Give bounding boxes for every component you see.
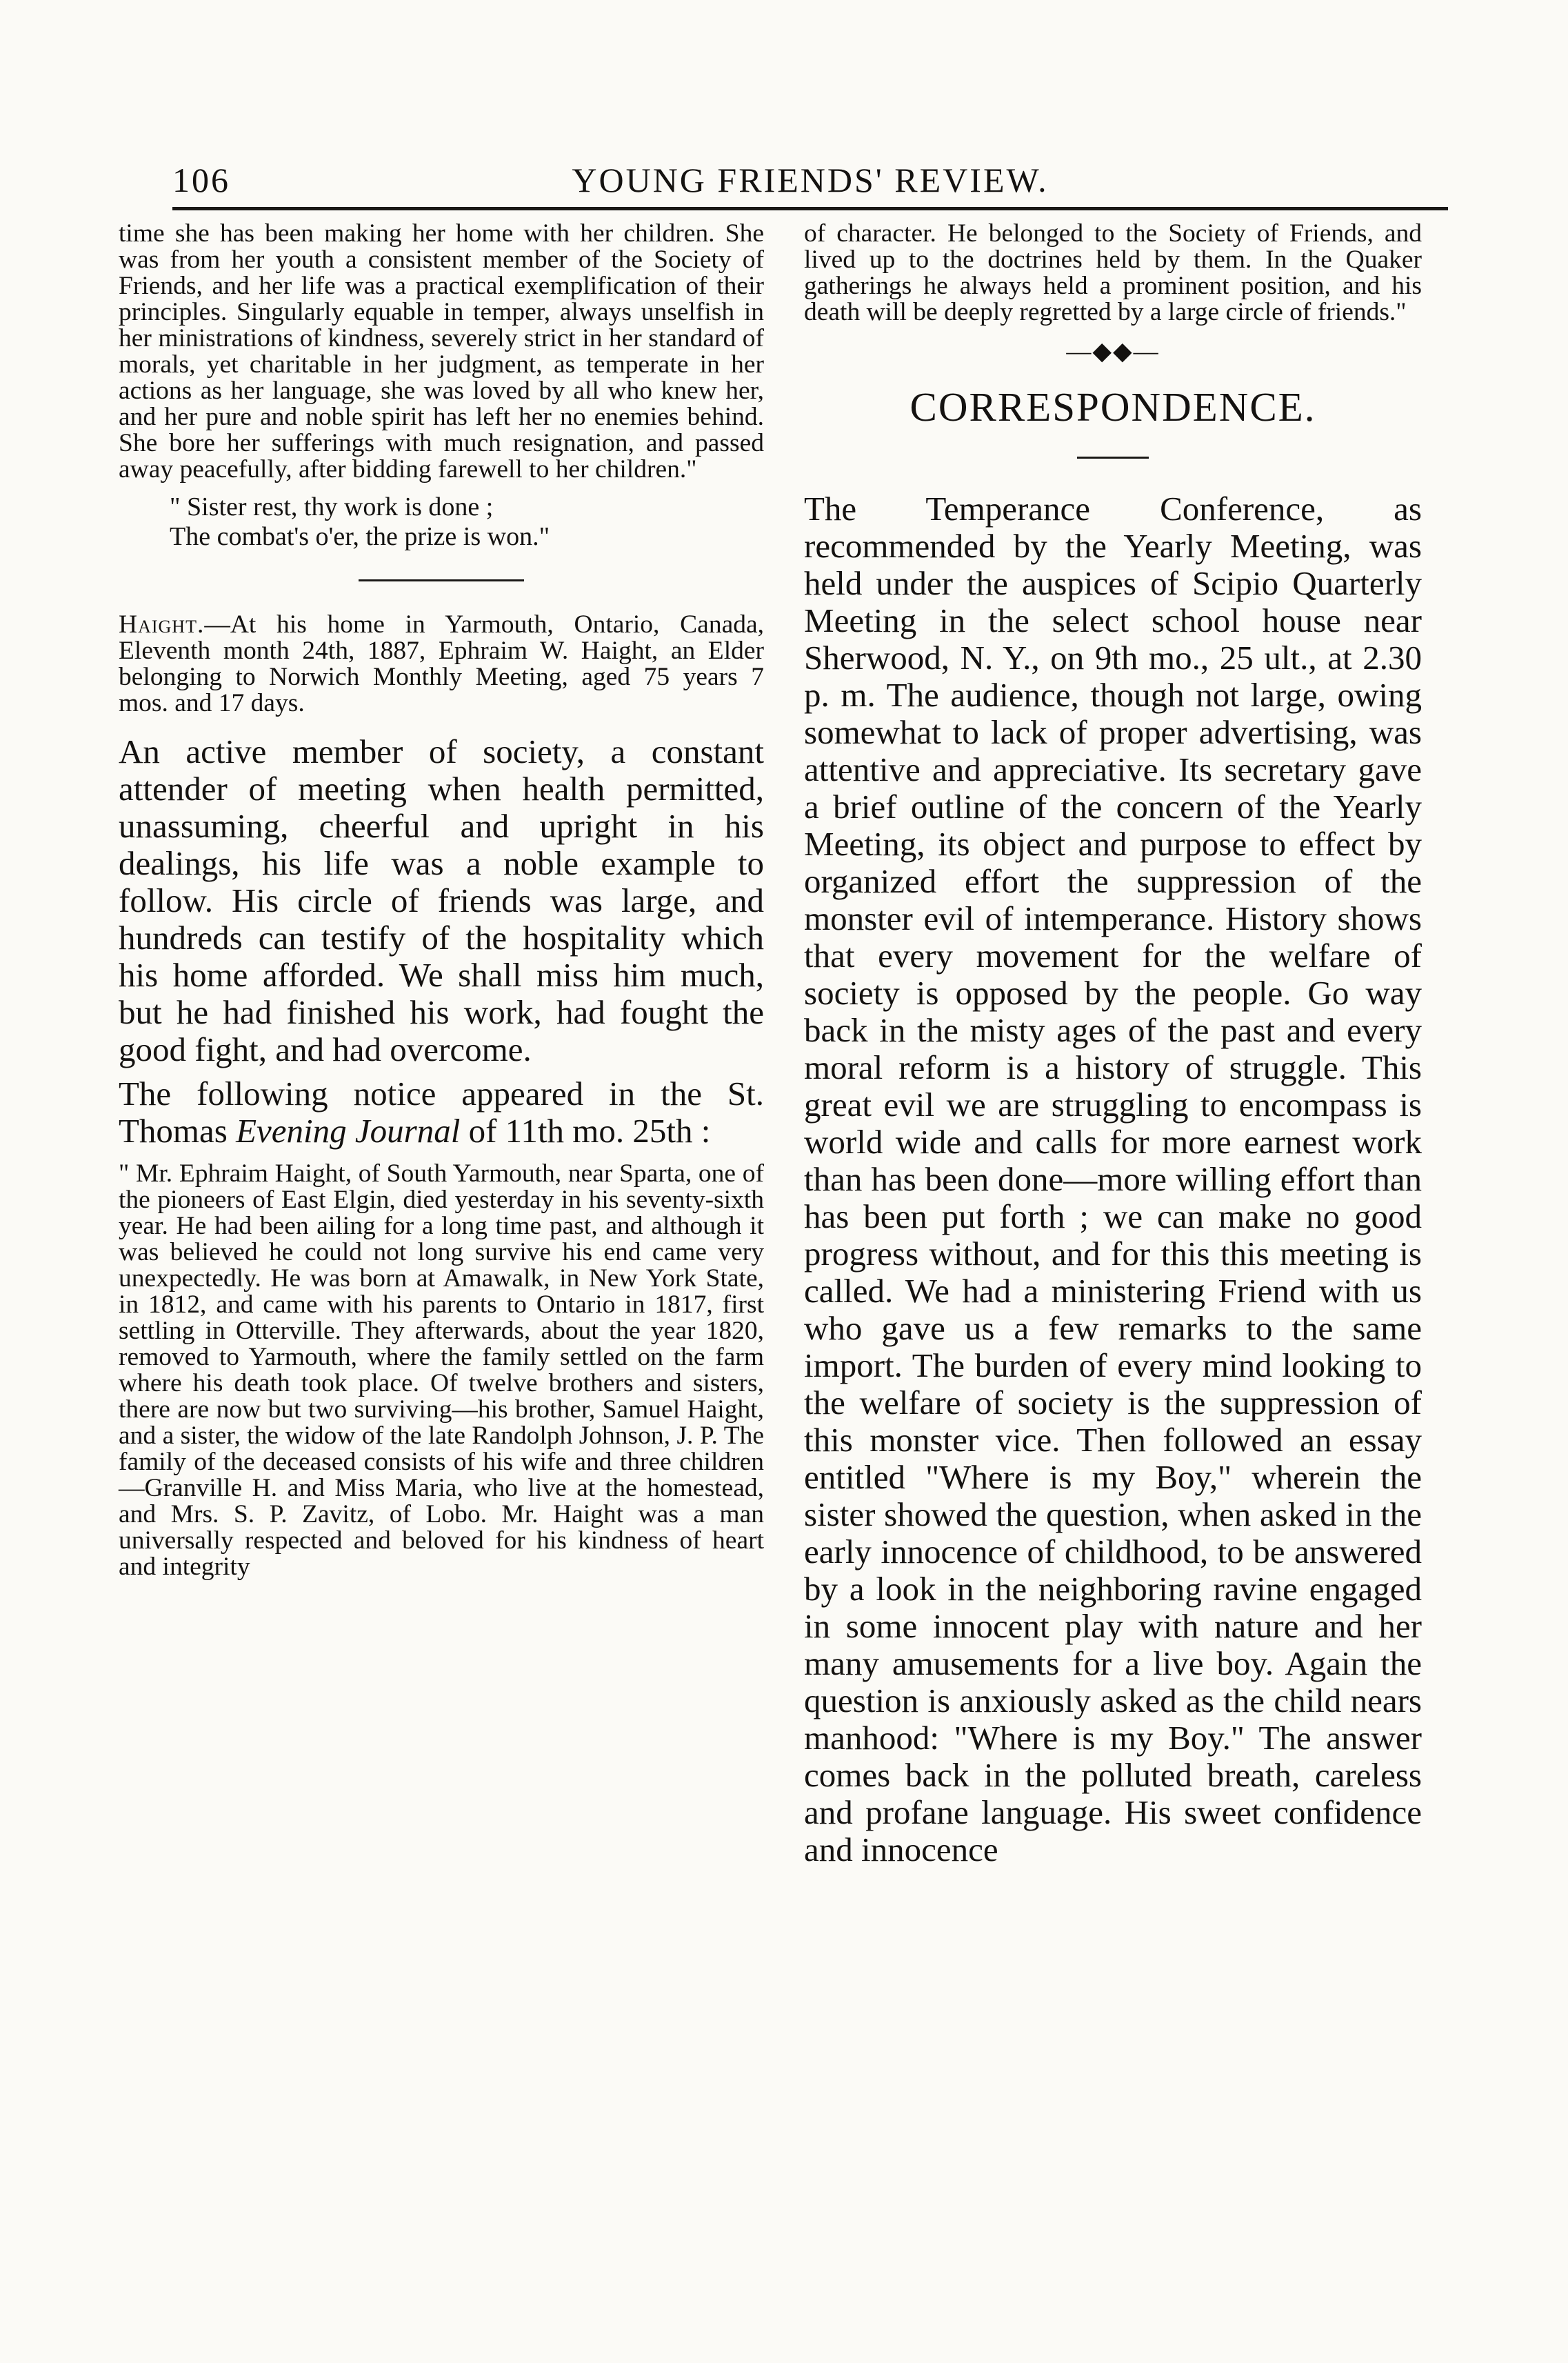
header-rule — [172, 207, 1448, 210]
heading-rule — [1077, 457, 1149, 459]
page-header — [172, 160, 1448, 201]
verse-line-1: " Sister rest, thy work is done ; — [170, 492, 494, 521]
left-column — [119, 221, 764, 1580]
correspondence-heading: CORRESPONDENCE. — [909, 384, 1316, 430]
quote-continuation-paragraph: of character. He belonged to the Society of Friends, and lived up to the doctrines held by them. In the Quaker gatherings he always held a prominent position, and his death will be deeply regretted by a large circle of friends." — [804, 219, 1422, 326]
notice-intro-after: of 11th mo. 25th : — [460, 1112, 711, 1150]
verse-couplet — [170, 492, 764, 552]
ornamental-divider: —◆◆— — [1066, 337, 1160, 365]
notice-intro-before: The following notice appeared in the St. Thomas — [119, 1075, 764, 1150]
journal-title: Evening Journal — [236, 1112, 461, 1150]
active-member-paragraph: An active member of society, a constant attender of meeting when health permitted, unassuming, cheerful and upright in his dealings, his life was a noble example to follow. His circle of friends was large, and hundreds can testify of the hospitality which his home afforded. We shall miss him much, but he had finished his work, had fought the good fight, and had overcome. — [119, 732, 764, 1068]
haight-death-notice — [119, 612, 764, 717]
verse-line-2: The combat's o'er, the prize is won." — [170, 522, 550, 551]
right-column — [804, 221, 1422, 1868]
running-title: YOUNG FRIENDS' REVIEW. — [572, 161, 1049, 199]
notice-intro-paragraph — [119, 1075, 764, 1150]
obituary-intro-paragraph: time she has been making her home with her children. She was from her youth a consistent member of the Society of Friends, and her life was a practical exemplification of their principles. Singularly equable in temper, always unselfish in her ministrations of kindness, severely strict in her standard of morals, yet charitable in her judgment, as temperate in her actions as her language, she was loved by all who knew her, and her pure and noble spirit has left her no enemies behind. She bore her sufferings with much resignation, and passed away peacefully, after bidding farewell to her children." — [119, 219, 764, 483]
haight-name-heading: Haight. — [119, 610, 205, 639]
haight-notice-text: —At his home in Yarmouth, Ontario, Canada, Eleventh month 24th, 1887, Ephraim W. Haight, an Elder belonging to Norwich Monthly Meeting, aged 75 years 7 mos. and 17 days. — [119, 610, 764, 717]
quoted-newspaper-notice: " Mr. Ephraim Haight, of South Yarmouth, near Sparta, one of the pioneers of East Elgin, died yesterday in his seventy-sixth year. He had been ailing for a long time past, and although it was believed he could not long survive his end came very unexpectedly. He was born at Amawalk, in New York State, in 1812, and came with his parents to Ontario in 1817, first settling in Otterville. They afterwards, about the year 1820, removed to Yarmouth, where the family settled on the farm where his death took place. Of twelve brothers and sisters, there are now but two surviving—his brother, Samuel Haight, and a sister, the widow of the late Randolph Johnson, J. P. The family of the deceased consists of his wife and three children—Granville H. and Miss Maria, who live at the homestead, and Mrs. S. P. Zavitz, of Lobo. Mr. Haight was a man universally respected and beloved for his kindness of heart and integrity — [119, 1159, 764, 1581]
page-number: 106 — [172, 161, 230, 199]
correspondence-body: The Temperance Conference, as recommended by the Yearly Meeting, was held under the auspices of Scipio Quarterly Meeting in the select school house near Sherwood, N. Y., on 9th mo., 25 ult., at 2.30 p. m. The audience, though not large, owing somewhat to lack of proper advertising, was attentive and appreciative. Its secretary gave a brief outline of the concern of the Yearly Meeting, its object and purpose to effect by organized effort the suppression of the monster evil of intemperance. History shows that every movement for the welfare of society is opposed by the people. Go way back in the misty ages of the past and every moral reform is a history of struggle. This great evil we are struggling to encompass is world wide and calls for more earnest work than has been done—more willing effort than has been put forth ; we can make no good progress without, and for this this meeting is called. We had a ministering Friend with us who gave us a few remarks to the same import. The burden of every mind looking to the welfare of society is the suppression of this monster vice. Then followed an essay entitled "Where is my Boy," wherein the sister showed the question, when asked in the early innocence of childhood, to be answered by a look in the neighboring ravine engaged in some innocent play with nature and her many amusements for a live boy. Again the question is anxiously asked as the child nears manhood: "Where is my Boy." The answer comes back in the polluted breath, careless and profane language. His sweet confidence and innocence — [804, 490, 1422, 1868]
section-divider-rule — [359, 579, 524, 581]
